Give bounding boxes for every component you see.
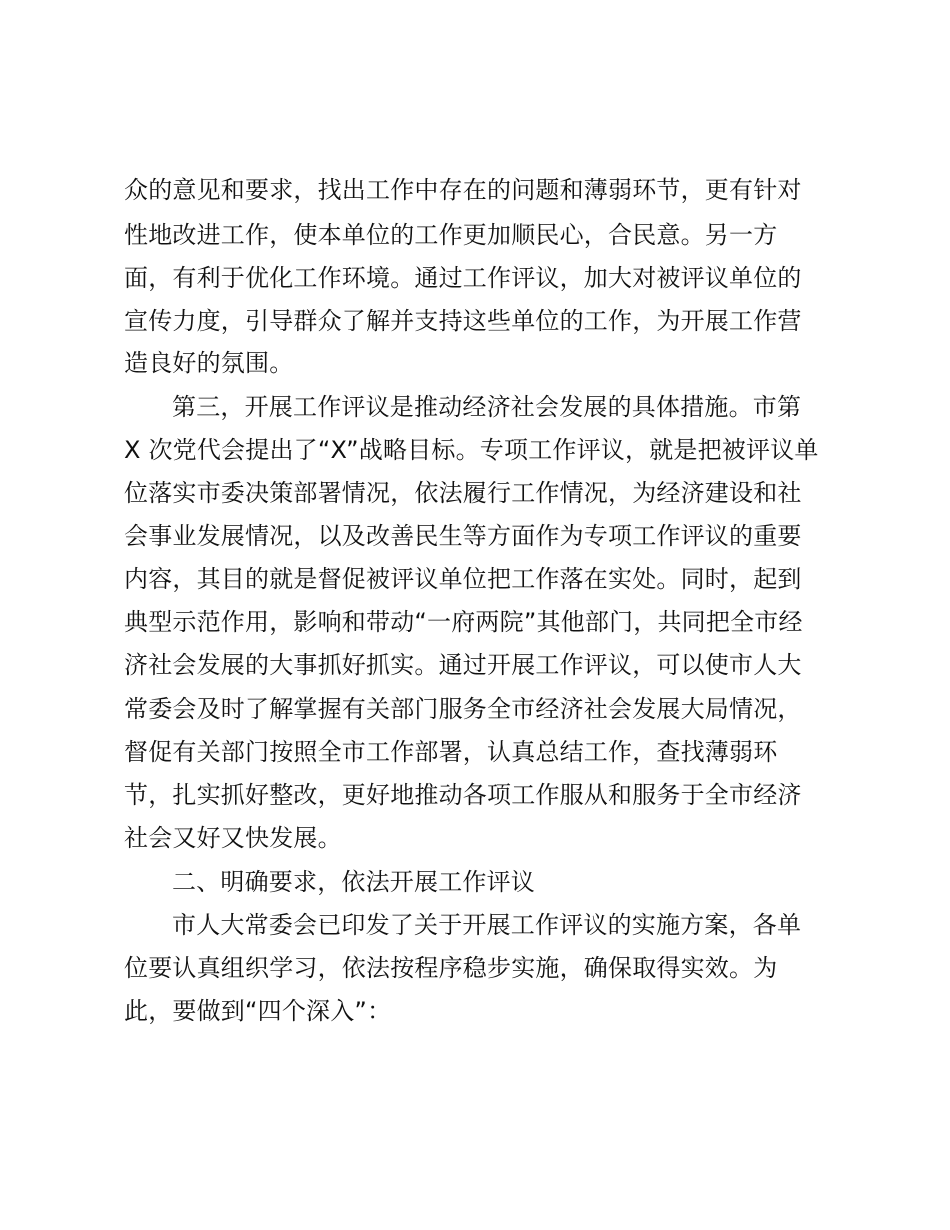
paragraph-line: 造良好的氛围。 (124, 349, 294, 377)
paragraph-line: 社会又好又快发展。 (124, 824, 342, 852)
paragraph-line: 宣传力度，引导群众了解并支持这些单位的工作，为开展工作营 (124, 307, 802, 335)
paragraph-line: 济社会发展的大事抓好抓实。通过开展工作评议，可以使市人大 (124, 651, 802, 679)
paragraph-line: 会事业发展情况，以及改善民生等方面作为专项工作评议的重要 (124, 522, 802, 550)
paragraph-line: 常委会及时了解掌握有关部门服务全市经济社会发展大局情况， (124, 695, 802, 723)
paragraph-line: 面，有利于优化工作环境。通过工作评议，加大对被评议单位的 (124, 264, 802, 292)
paragraph-line: 节，扎实抓好整改，更好地推动各项工作服从和服务于全市经济 (124, 781, 802, 809)
paragraph-line: 典型示范作用，影响和带动“一府两院”其他部门，共同把全市经 (124, 608, 803, 636)
paragraph-line: 位落实市委决策部署情况，依法履行工作情况，为经济建设和社 (124, 479, 802, 507)
paragraph-line: 督促有关部门按照全市工作部署，认真总结工作，查找薄弱环 (124, 738, 778, 766)
paragraph-line: 市人大常委会已印发了关于开展工作评议的实施方案，各单 (172, 911, 802, 939)
paragraph-line: 第三，开展工作评议是推动经济社会发展的具体措施。市第 (172, 393, 802, 421)
paragraph-line: 此，要做到“四个深入”： (124, 997, 392, 1025)
paragraph-line: 众的意见和要求，找出工作中存在的问题和薄弱环节，更有针对 (124, 176, 802, 204)
paragraph-line: X 次党代会提出了“X”战略目标。专项工作评议，就是把被评议单 (124, 436, 819, 464)
section-heading: 二、明确要求，依法开展工作评议 (172, 868, 535, 896)
paragraph-line: 位要认真组织学习，依法按程序稳步实施，确保取得实效。为 (124, 954, 778, 982)
paragraph-line: 内容，其目的就是督促被评议单位把工作落在实处。同时，起到 (124, 565, 802, 593)
paragraph-line: 性地改进工作，使本单位的工作更加顺民心，合民意。另一方 (124, 221, 778, 249)
